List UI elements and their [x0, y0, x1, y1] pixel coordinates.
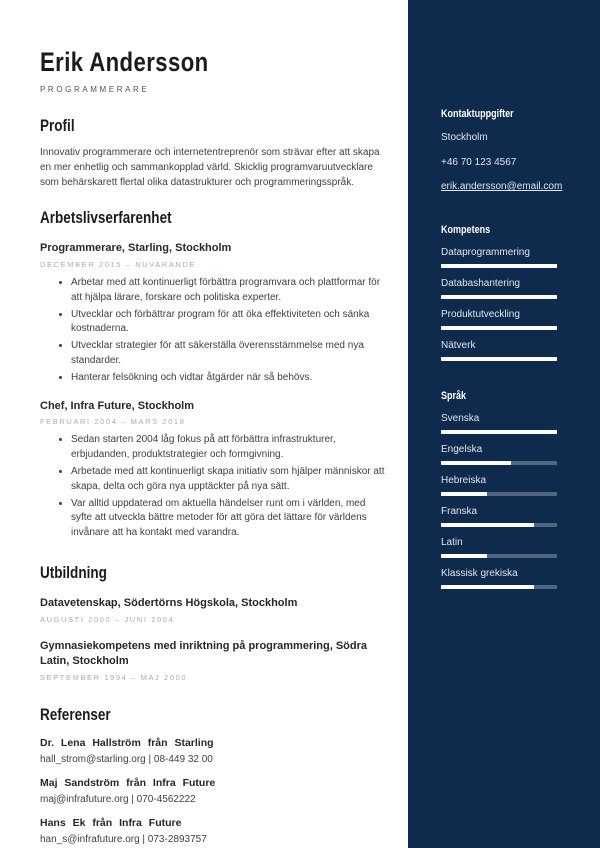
contact-heading: Kontaktuppgifter — [441, 108, 514, 120]
language-item — [441, 413, 557, 434]
job-dates: FEBRUARI 2004 – MARS 2018 — [40, 417, 186, 427]
profile-text: Innovativ programmerare och internetentreprenör som strävar efter att skapa en mer enhetlig och sammankopplad värld. Skicklig programvaruutvecklare som behärskarett flertal olika datastrukturer och programmeringsspråk. — [40, 146, 380, 189]
reference-entry — [40, 817, 388, 845]
skill-bar-fill — [441, 326, 557, 330]
skill-bar-fill — [441, 295, 557, 299]
language-bar-fill — [441, 585, 534, 589]
contact-location: Stockholm — [441, 132, 488, 144]
reference-entry — [40, 777, 388, 805]
job-bullet: • Var alltid uppdaterad om aktuella händelser runt om i världen, med syfte att utveckla bättre metoder för att göra det lättare för världens invånare att ha kontakt med varandra. — [71, 497, 388, 541]
skill-bar-fill — [441, 264, 557, 268]
job-title: Chef, Infra Future, Stockholm — [40, 399, 195, 412]
language-item — [441, 444, 557, 465]
skill-bar — [441, 326, 557, 330]
skills-section — [441, 224, 557, 361]
language-bar — [441, 554, 557, 558]
job-bullet: • Arbetade med att kontinuerligt skapa initiativ som hjälper människor att skapa, delta och göra nya upptäckter på nya sätt. — [71, 465, 388, 495]
education-entry — [40, 639, 388, 682]
language-bar — [441, 461, 557, 465]
skill-item — [441, 278, 557, 299]
profile-heading: Profil — [40, 116, 75, 135]
language-bar — [441, 523, 557, 527]
candidate-title: PROGRAMMERARE — [40, 84, 150, 94]
language-label: Engelska — [441, 444, 483, 456]
reference-name: Maj Sandström från Infra Future — [40, 776, 216, 789]
job-entry — [40, 241, 388, 385]
sidebar — [408, 0, 600, 848]
skill-label: Dataprogrammering — [441, 246, 530, 258]
languages-heading: Språk — [441, 389, 467, 402]
experience-heading: Arbetslivserfarenhet — [40, 209, 172, 228]
profile-section — [40, 117, 388, 191]
contact-section — [441, 108, 563, 195]
candidate-name: Erik Andersson — [40, 47, 209, 77]
language-bar-fill — [441, 523, 534, 527]
resume-header — [40, 48, 388, 94]
language-item — [441, 568, 557, 589]
skill-bar-fill — [441, 357, 557, 361]
job-bullet: • Utvecklar strategier för att säkerställa överensstämmelse med nya standarder. — [71, 339, 388, 369]
skill-label: Produktutveckling — [441, 308, 520, 320]
languages-section — [441, 390, 557, 589]
language-label: Hebreiska — [441, 475, 487, 487]
contact-phone: +46 70 123 4567 — [441, 156, 517, 168]
language-item — [441, 506, 557, 527]
language-item — [441, 537, 557, 558]
language-item — [441, 475, 557, 496]
job-title: Programmerare, Starling, Stockholm — [40, 242, 232, 255]
job-bullet: • Utvecklar och förbättrar program för att öka effektiviteten och sänka kostnaderna. — [71, 308, 388, 338]
education-title: Gymnasiekompetens med inriktning på programmering, Södra Latin, Stockholm — [40, 639, 368, 667]
education-heading: Utbildning — [40, 564, 107, 583]
language-bar — [441, 430, 557, 434]
reference-contact: maj@infrafuture.org | 070-4562222 — [40, 793, 196, 805]
language-bar-fill — [441, 461, 511, 465]
skill-item — [441, 309, 557, 330]
job-dates: DECEMBER 2015 – NUVARANDE — [40, 260, 197, 270]
language-bar-fill — [441, 492, 487, 496]
skill-bar — [441, 264, 557, 268]
language-label: Klassisk grekiska — [441, 568, 518, 580]
job-entry — [40, 399, 388, 541]
skill-item — [441, 247, 557, 268]
reference-name: Dr. Lena Hallström från Starling — [40, 736, 214, 749]
skill-bar — [441, 357, 557, 361]
language-label: Svenska — [441, 413, 480, 425]
reference-contact: han_s@infrafuture.org | 073-2893757 — [40, 833, 207, 845]
education-entry — [40, 596, 388, 624]
education-dates: SEPTEMBER 1994 – MAJ 2000 — [40, 672, 188, 682]
language-label: Latin — [441, 537, 463, 549]
skill-label: Databashantering — [441, 277, 520, 289]
skill-bar — [441, 295, 557, 299]
skill-item — [441, 340, 557, 361]
job-bullet-list — [40, 276, 388, 386]
reference-entry — [40, 737, 388, 765]
references-section — [40, 706, 388, 845]
language-bar — [441, 492, 557, 496]
job-bullet: • Hanterar felsökning och vidtar åtgärder när så behövs. — [71, 371, 388, 386]
experience-section — [40, 209, 388, 541]
language-bar-fill — [441, 554, 487, 558]
contact-email-row — [441, 179, 563, 195]
email-link[interactable]: erik.andersson@email.com — [441, 181, 563, 193]
job-bullet: • Arbetar med att kontinuerligt förbättra programvara och plattformar för att hjälpa lärare, forskare och politiska experter. — [71, 276, 388, 306]
job-bullet: • Sedan starten 2004 låg fokus på att förbättra infrastrukturer, erbjudanden, produktstrategier och formgivning. — [71, 433, 388, 463]
education-title: Datavetenskap, Södertörns Högskola, Stockholm — [40, 597, 298, 609]
references-heading: Referenser — [40, 705, 111, 724]
language-bar-fill — [441, 430, 557, 434]
reference-contact: hall_strom@starling.org | 08-449 32 00 — [40, 753, 213, 765]
language-bar — [441, 585, 557, 589]
education-dates: AUGUSTI 2000 – JUNI 2004 — [40, 614, 175, 624]
skills-heading: Kompetens — [441, 223, 491, 236]
job-bullet-list — [40, 433, 388, 541]
skill-label: Nätverk — [441, 339, 476, 351]
reference-name: Hans Ek från Infra Future — [40, 816, 182, 829]
language-label: Franska — [441, 506, 478, 518]
education-section — [40, 564, 388, 682]
